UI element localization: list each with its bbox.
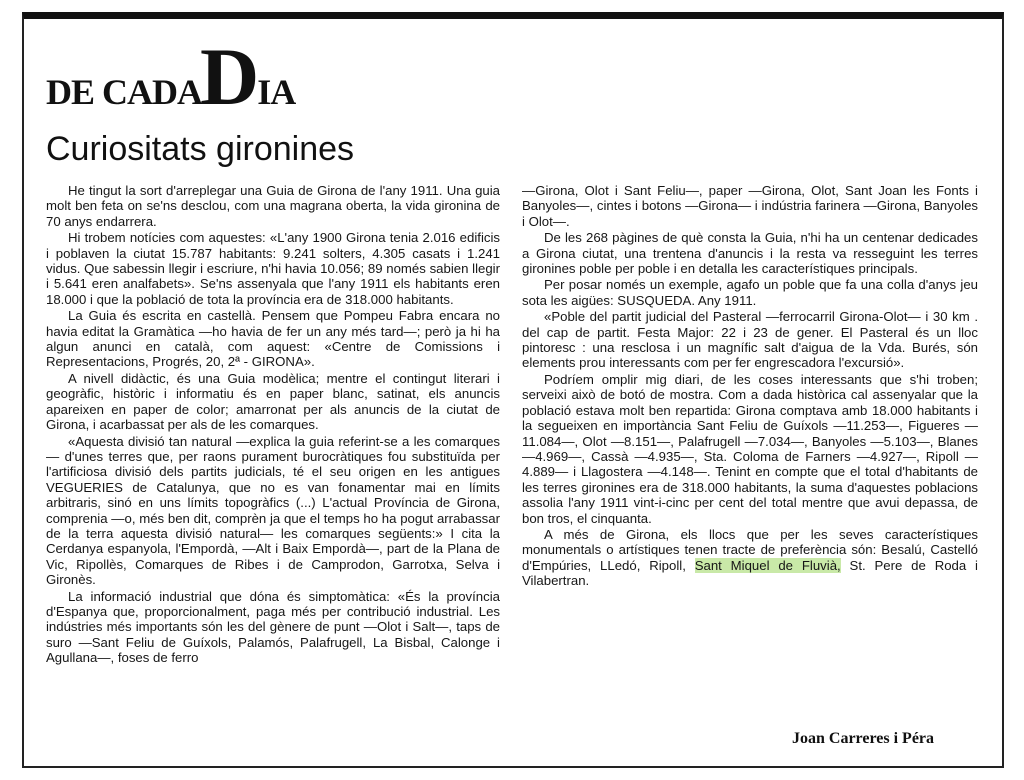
paragraph: Hi trobem notícies com aquestes: «L'any 1900 Girona tenia 2.016 edificis i poblaven la ciutat 15.787 habitants: 9.241 solters, 4.305 casats i 1.241 vidus. Que sabessin llegir i escriure, n'hi havia 10.056; 89 només sabien llegir i 5.641 eren analfabets». Se'ns assenyala que l'any 1911 els habitants eren 18.000 i que la població de tota la província era de 318.000 habitants. — [46, 230, 500, 307]
article-headline: Curiositats gironines — [46, 130, 355, 168]
paragraph: «Aquesta divisió tan natural —explica la guia referint-se a les comarques— d'unes terres que, per raons purament burocràtiques fou substituïda per l'artificiosa divisió dels partits judicials, té el seu origen en les antigues VEGUERIES de Catalunya, que no es van fonamentar mai en límits arbitraris, sinó en uns límits topogràfics (...) L'actual Província de Girona, comprenia —o, més ben dit, comprèn ja que el temps ho ha pogut arrabassar de la terra aquesta divisió natural— les comarques següents:» I cita la Cerdanya espanyola, l'Empordà, —Alt i Baix Empordà—, part de la Plana de Vic, Ripollès, Comarques de Ribes i de Camprodon, Garrotxa, Selva i Gironès. — [46, 433, 500, 588]
paragraph-final — [522, 527, 978, 589]
paragraph: Podríem omplir mig diari, de les coses interessants que s'hi troben; serveixi això de botó de mostra. Com a dada històrica cal assenyalar que la població estava molt ben repartida: Girona comptava amb 18.000 habitants i la segueixen en importància Sant Feliu de Guíxols —11.253—, Figueres —11.084—, Olot —8.151—, Palafrugell —7.034—, Banyoles —5.103—, Blanes —4.969—, Cassà —4.935—, Sta. Coloma de Farners —4.927—, Ripoll —4.889— i Llagostera —4.148—. Tenint en compte que el total d'habitants de les terres gironines era de 318.000 habitants, la suma d'aquestes poblacions assolia l'any 1911 vint-i-cinc per cent del total mentre que avui depassa, de bon tros, el cinquanta. — [522, 371, 978, 526]
paragraph: La informació industrial que dóna és simptomàtica: «És la província d'Espanya que, proporcionalment, paga més per contribució industrial. Les indústries més importants són les del gènere de punt —Olot i Salt—, taps de suro —Sant Feliu de Guíxols, Palamós, Palafrugell, La Bisbal, Calonge i Agullana—, foses de ferro — [46, 588, 500, 666]
final-text-before: A més de Girona, els llocs que per les seves característiques monumentals o artístiques tenen tracte de preferència són: Besalú, Castelló d'Empúries, LLedó, Ripoll, — [522, 526, 978, 573]
masthead-suffix: IA — [257, 72, 296, 112]
left-column — [46, 183, 500, 667]
paragraph: La Guia és escrita en castellà. Pensem que Pompeu Fabra encara no havia editat la Gramàtica —ho havia de fer un any més tard—; però ja hi ha algun anunci en català, com aquest: «Centre de Comissions i Representacions, Progrés, 20, 2ª - GIRONA». — [46, 308, 500, 370]
right-column — [522, 183, 978, 590]
paragraph: Per posar només un exemple, agafo un poble que fa una colla d'anys jeu sota les aigües: SUSQUEDA. Any 1911. — [522, 277, 978, 308]
paragraph: A nivell didàctic, és una Guia modèlica; mentre el contingut literari i geogràfic, històric i informatiu és en paper blanc, satinat, els anuncis apareixen en paper de color; amarronat per als anuncis de la ciutat de Girona, i acarbassat per als de les comarques. — [46, 370, 500, 433]
masthead-prefix: DE CADA — [46, 72, 203, 112]
section-masthead — [46, 31, 296, 122]
paragraph: «Poble del partit judicial del Pasteral —ferrocarril Girona-Olot— i 30 km . del cap de partit. Festa Major: 22 i 23 de gener. El Pasteral és un lloc pintoresc : una resclosa i un magnífic salt d'aigua de la Vda. Burés, són elements prou interessants com per fer engrescadora l'excursió». — [522, 309, 978, 371]
paragraph-continuation: —Girona, Olot i Sant Feliu—, paper —Girona, Olot, Sant Joan les Fonts i Banyoles—, cintes i botons —Girona— i indústria farinera —Girona, Banyoles i Olot—. — [522, 183, 978, 229]
paragraph: De les 268 pàgines de què consta la Guia, n'hi ha un centenar dedicades a Girona ciutat, una trentena d'anuncis i la resta va resseguint les terres gironines poble per poble i en detalla les característiques principals. — [522, 230, 978, 277]
highlighted-place: Sant Miquel de Fluvià, — [694, 557, 841, 573]
author-signature: Joan Carreres i Péra — [792, 730, 935, 747]
final-text-after: St. Pere de Roda i Vilabertran. — [522, 557, 978, 589]
masthead-initial: D — [200, 31, 260, 122]
paragraph: He tingut la sort d'arreplegar una Guia de Girona de l'any 1911. Una guia molt ben feta on se'ns desclou, com una magrana oberta, la vida gironina de 70 anys endarrera. — [46, 183, 500, 229]
